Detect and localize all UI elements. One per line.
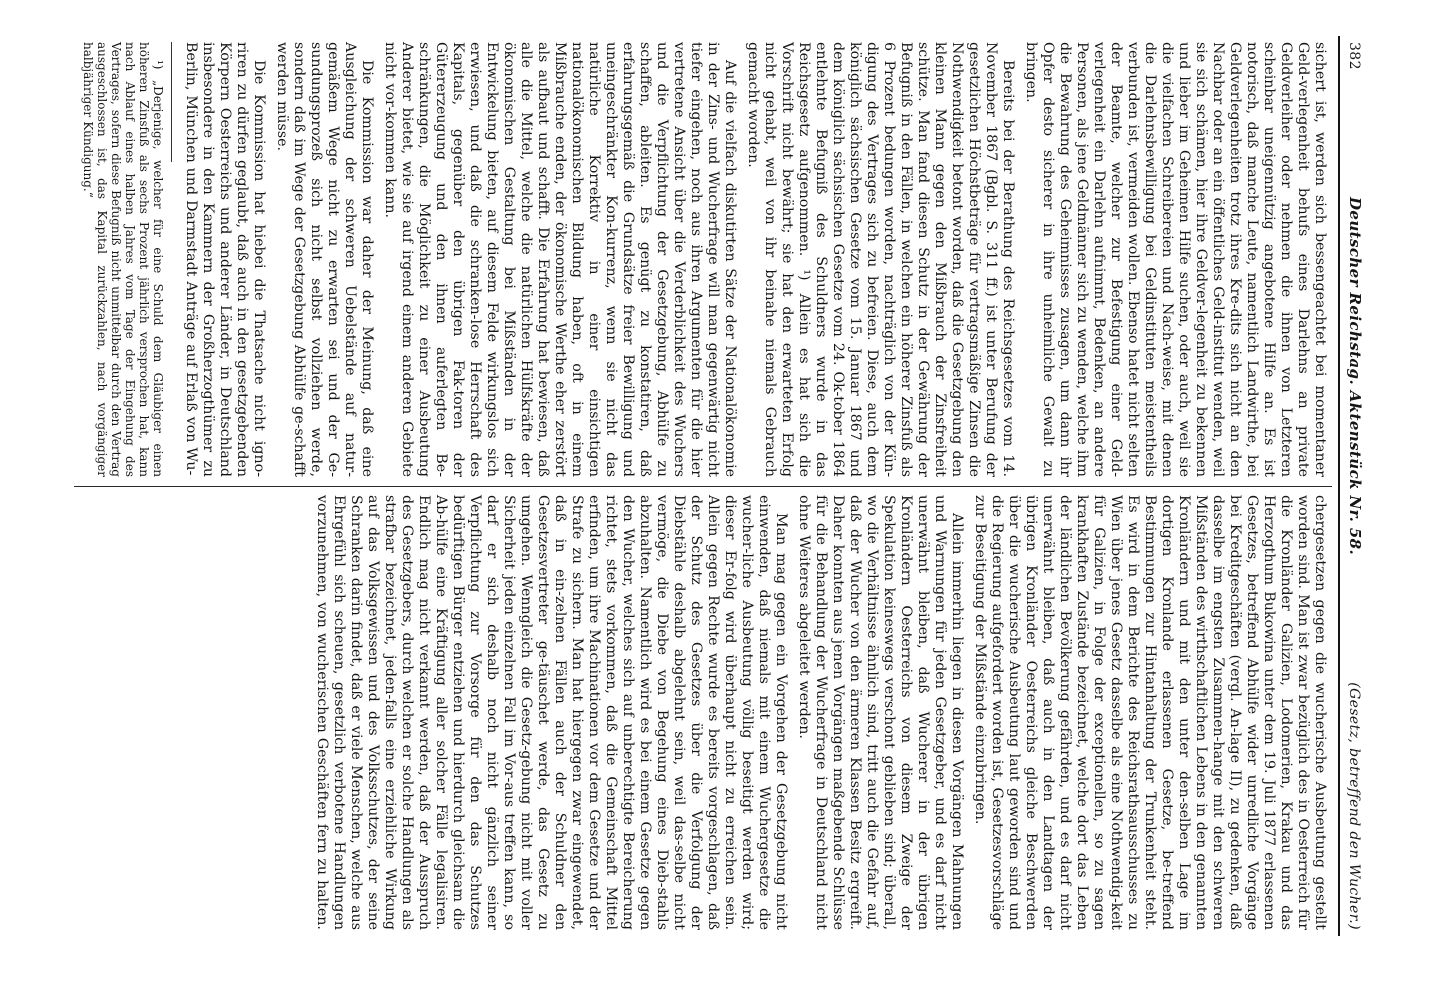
- right-column: [74, 495, 1328, 930]
- header-subject: (Gesetz, betreffend den Wucher.): [1346, 682, 1362, 930]
- paragraph: Die Kommission hat hiebei die Thatsache nicht igno-riren zu dürfen geglaubt, daß auch in den gesetzgebenden Körpern Oesterreichs und anderer Länder, in Deutschland insbesondere in den Kammern der Großherzogthümer zu Berlin, München und Darmstadt Anträge auf Erlaß von Wu-: [183, 42, 267, 477]
- paragraph: Allein immerhin liegen in diesen Vorgängen Mahnungen und Warnungen für jeden Gesetzgeber, und es darf nicht unerwähnt bleiben, daß Wucherer in der übrigen Kronländern Oesterreichs von diesem Zweige der Spekulation keineswegs verschont geblieben sind; überall, wo die Verhältnisse ähnlich sind, tritt auch die Gefahr auf, daß der Wucher von den ärmeren Klassen Besitz ergreift. Daher konnten aus jenen Vorgängen maßgebende Schlüsse für die Behandlung der Wucherfrage in Deutschland nicht ohne Weiteres abgeleitet werden.: [796, 495, 965, 930]
- paragraph: Die Kommission war daher der Meinung, daß eine Ausgleichung der schweren Uebelstände auf natur-gemäßem Wege nicht zu erwarten sei und der Ge-sundungsprozeß sich nicht selbst vollziehen werde, sondern daß im Wege der Gesetzgebung Abhülfe ge-schafft werden müsse.: [274, 42, 375, 477]
- footnote: ¹) „Derjenige, welcher für eine Schuld dem Gläubiger einen höheren Zinsfuß als sechs Prozent jährlich versprochen hat, kann nach Ablauf eines halben Jahres vom Tage der Eingehung des Vertrages, sofern diese Befugniß nicht unmittelbar durch den Vertrag ausgeschlossen ist, das Kapital zurückzahlen, nach vorgängiger halbjähriger Kündigung.“: [81, 42, 165, 477]
- section-title: Aktenstück Nr. 58.: [1346, 390, 1364, 556]
- two-column-body: [74, 36, 1332, 936]
- left-column: [74, 42, 1328, 477]
- paragraph: chergesetzen gegen die wucherische Ausbeutung gestellt worden sind. Man ist zwar bezüglich des in Oesterreich für die Kronländer Galizien, Lodomerien, Krakau und das Herzogthum Bukowina unter dem 19. Juli 1877 erlassenen Gesetzes, betreffend Abhülfe wider unredliche Vorgänge bei Kreditgeschäften (vergl. An-lage II), zu gedenken, daß dasselbe im engsten Zusammen-hange mit den schweren Mißständen des wirthschaftlichen Lebens in den genannten Kronländern und mit den unter den-selben Lage im dortigen Kronlande erlassenen Gesetze, be-treffend Bestimmungen zur Hintanhaltung der Trunkenheit steht. Es wird in dem Berichte des Reichsrathsausschusses zu Wien über jenes Gesetz dasselbe als eine Nothwendig-keit für Galizien, in Folge der exceptionellen, so zu sagen krankhaften Zustände bezeichnet, welche dort das Leben der ländlichen Bevölkerung gefährden, und es darf nicht unerwähnt bleiben, daß auch in den Landtagen der übrigen Kronländer Oesterreichs gleiche Beschwerden über die wucherische Ausbeutung laut geworden sind und die Regierung aufgefordert worden ist, Gesetzesvorschläge zur Beseitigung der Mißstände einzubringen.: [972, 495, 1328, 930]
- header-title: [1346, 70, 1364, 682]
- page-content: [74, 36, 1374, 936]
- paragraph: Auf die vielfach diskutirten Sätze der Nationalökonomie in der Zins- und Wucherfrage will man gegenwärtig nicht tiefer eingehen, noch aus ihren Argumenten für die hier vertretene Ansicht über die Verderblichkeit des Wuchers und die Verpflichtung der Gesetzgebung, Abhülfe zu schaffen, ableiten. Es genügt zu konstatiren, daß erfahrungsgemäß die Grundsätze freier Bewilligung und uneingeschränkter Kon-kurrenz, wenn sie nicht das natürliche Korrektiv in einer einsichtigen nationalökonomischen Bildung haben, oft in einem Mißbrauche enden, der ökonomische Werthe eher zerstört als aufbaut und schafft. Die Erfahrung hat bewiesen, daß alle die Mittel, welche die natürlichen Hülfskräfte der ökonomischen Gestaltung bei Mißständen in der Entwickelung bieten, auf diesem Felde wirkungslos sich erwiesen, und daß die schranken-lose Herrschaft des Kapitals, gegenüber den übrigen Fak-toren der Gütererzeugung und den ihnen auferlegten Be-schränkungen, die Möglichkeit zu einer Ausbeutung Anderer bietet, wie sie auf irgend einem anderen Gebiete nicht vor-kommen kann.: [382, 42, 738, 477]
- page-number: 382: [1346, 42, 1362, 70]
- paragraph: Man mag gegen ein Vorgehen der Gesetzgebung nicht einwenden, daß niemals mit einem Wuchergesetze die wucher-liche Ausbeutung völlig beseitigt werden wird; dieser Er-folg wird überhaupt nicht zu erreichen sein. Allein gegen Rechte wurde es bereits vorgeschlagen, daß der Schutz des Gesetzes über die Verfolgung der Diebstähle deshalb abgelehnt sein, weil das-selbe nicht vermöge, die Diebe von Begehung eines Dieb-stahls abzuhalten. Namentlich wird es bei einem Gesetze gegen den Wucher, welches sich auf unberechtigte Bereicherung richtet, stets vorkommen, daß die Gemeinschaft Mittel erfinden, um ihre Machinationen vor dem Gesetze und der Strafe zu sichern. Man hat hiergegen zwar eingewendet, daß in ein-zelnen Fällen auch der Schuldner den Gesetzesvertreter ge-täuschet werde, das Gesetz zu umgehen. Wenngleich die Gesetz-gebung nicht mit voller Sicherheit jeden einzelnen Fall im Vor-aus treffen kann, so darf er sich deshalb noch nicht gänzlich seiner Verpflichtung zur Vorsorge für den das Schutzes bedürftigen Bürger entziehen und hierdurch gleichsam die Ab-hülfe eine Kräftigung aller solcher Fälle legalisiren. Endlich mag nicht verkannt werden, daß der Ausspruch des Gesetzgebers, durch welchen er solche Handlungen als strafbar bezeichnet, jeden-falls eine erziehliche Wirkung auf das Volksgewissen und des Volksschutzes, der seine Schranken darin findet, daß er viele Menschen, welche aus Ehrgefühl sich scheuen, gesetzlich verbotene Handlungen vorzunehmen, von wucherischen Geschäften fern zu halten.: [314, 495, 789, 930]
- paragraph: sichert ist, werden sich bessengeachtet bei momentaner Geld-verlegenheit behufs eines Darlehns an private Geldverleiher oder nehmen die ihnen von Letzteren scheinbar uneigennützig angebotene Hilfe an. Es ist notorisch, daß manche Leute, namentlich Landwirthe, bei Geldverlegenheiten trotz ihres Kre-dits sich nicht an den Nachbar oder an ein öffentliches Geld-institut wenden, weil sie sich schämen, hier ihre Geldver-legenheit zu bekennen und lieber im Geheimen Hilfe suchen, oder auch, weil sie die vielfachen Schreibereien und Nach-weise, mit denen die Darlehnsbewilligung bei Geldinstituten meistentheils verbunden ist, vermeiden wollen. Ebenso hatet nicht selten der Beamte, welcher zur Befestigung einer Geld-verlegenheit ein Darlehn aufnimmt, Bedenken, an andere Personen, als jene Geldmänner sich zu wenden, welche ihm die Bewahrung des Geheimnisses zusagen, um dann ihr Opfer desto sicherer in ihre unheimliche Gewalt zu bringen.: [1023, 42, 1328, 477]
- publication-title: Deutscher Reichstag.: [1346, 196, 1364, 386]
- paragraph: Bereits bei der Berathung des Reichsgesetzes vom 14. November 1867 (Bgbl. S. 311 ff.) ist unter Berufung der gesetzlichen Höchstbeträge für vertragsmäßige Zinsen die Nothwendigkeit betont worden, daß die Gesetzgebung den kleinen Mann gegen den Mißbrauch der Zinsfreiheit schütze. Man fand diesen Schutz in der Gewährung der Befugniß in den Fällen, in welchen ein höherer Zinsfuß als 6 Prozent bedungen worden, nachträglich von der Kün-digung des Vertrages sich zu befreien. Diese, auch dem königlich sächsischen Gesetze vom 15. Januar 1867 und dem königlich sächsischen Gesetze vom 24. Ok-tober 1864 entlehnte Befugniß des Schuldners wurde in das Reichsgesetz aufgenommen. ¹) Allein es hat sich die Vorschrift nicht bewährt; sie hat den erwarteten Erfolg nicht gehabt, weil von ihr beinahe niemals Gebrauch gemacht worden.: [745, 42, 1016, 477]
- page-header: [1338, 36, 1374, 936]
- footnote-separator: [171, 42, 172, 162]
